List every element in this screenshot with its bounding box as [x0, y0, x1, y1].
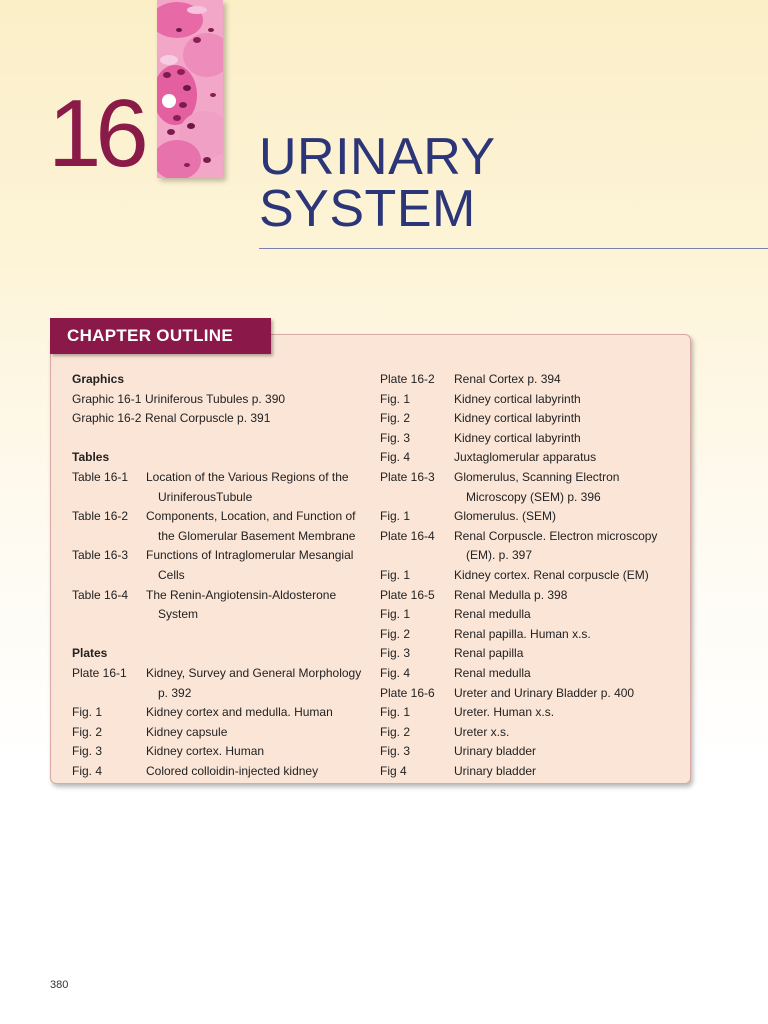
- outline-entry: [380, 742, 680, 762]
- tables-heading: Tables: [72, 450, 110, 465]
- entry-text: Colored colloidin-injected kidney: [146, 763, 319, 778]
- entry-label: Plate 16-1: [72, 665, 127, 680]
- entry-text: Components, Location, and Function of the Glomerular Basement Membrane: [146, 509, 356, 543]
- title-line-2: SYSTEM: [259, 180, 476, 238]
- entry-label: Fig. 1: [380, 567, 411, 582]
- entry-text: Uriniferous Tubules p. 390: [145, 391, 286, 406]
- entry-label: Fig. 4: [72, 763, 103, 778]
- outline-right-column: [380, 370, 680, 781]
- entry-label: Table 16-3: [72, 548, 129, 563]
- entry-text: Glomerulus. (SEM): [454, 509, 557, 524]
- entry-text: Ureter x.s.: [454, 724, 510, 739]
- entry-text: Renal medulla: [454, 665, 531, 680]
- outline-entry: [380, 390, 680, 410]
- entry-text: Kidney cortical labyrinth: [454, 430, 581, 445]
- outline-entry: [380, 644, 680, 664]
- outline-entry: [72, 586, 372, 625]
- entry-text: Renal Medulla p. 398: [454, 587, 568, 602]
- plates-heading: Plates: [72, 646, 108, 661]
- entry-label: Table 16-2: [72, 509, 129, 524]
- entry-label: Plate 16-5: [380, 587, 435, 602]
- entry-label: Graphic 16-1: [72, 391, 142, 406]
- entry-label: Fig. 1: [380, 509, 411, 524]
- entry-label: Plate 16-6: [380, 685, 435, 700]
- chapter-outline-header: CHAPTER OUTLINE: [50, 318, 271, 354]
- entry-text: Glomerulus, Scanning Electron Microscopy (SEM) p. 396: [454, 469, 620, 504]
- entry-label: Fig. 3: [380, 430, 411, 445]
- outline-entry: [380, 605, 680, 625]
- entry-label: Plate 16-2: [380, 372, 435, 386]
- entry-label: Fig. 2: [72, 724, 103, 739]
- outline-entry: [72, 664, 372, 703]
- outline-entry: [380, 566, 680, 586]
- chapter-title: [259, 128, 496, 238]
- title-line-1: URINARY: [259, 128, 496, 186]
- outline-entry: [380, 625, 680, 645]
- outline-entry: [380, 723, 680, 743]
- entry-text: Kidney cortex and medulla. Human: [146, 705, 333, 720]
- entry-text: Kidney, Survey and General Morphology p. 392: [146, 665, 362, 700]
- outline-entry: [72, 409, 372, 429]
- outline-left-column: [72, 370, 372, 781]
- histology-image: [157, 0, 223, 178]
- entry-text: Renal papilla. Human x.s.: [454, 626, 591, 641]
- entry-label: Fig. 1: [380, 391, 411, 406]
- outline-entry: [72, 390, 372, 410]
- outline-entry: [380, 527, 680, 566]
- entry-text: Kidney cortex. Renal corpuscle (EM): [454, 567, 649, 582]
- outline-entry: [380, 762, 680, 782]
- outline-entry: [72, 507, 372, 546]
- entry-text: Urinary bladder: [454, 763, 537, 778]
- entry-label: Table 16-1: [72, 469, 129, 484]
- entry-text: Functions of Intraglomerular Mesangial Cells: [146, 548, 354, 582]
- entry-text: Renal Cortex p. 394: [454, 372, 561, 386]
- entry-label: Fig. 1: [380, 705, 411, 720]
- entry-text: Kidney capsule: [146, 724, 228, 739]
- entry-text: Location of the Various Regions of the UriniferousTubule: [146, 469, 349, 504]
- outline-entry: [380, 468, 680, 507]
- entry-label: Fig. 3: [380, 646, 411, 661]
- entry-text: Urinary bladder: [454, 744, 537, 759]
- entry-label: Fig. 2: [380, 411, 411, 426]
- entry-label: Plate 16-4: [380, 528, 435, 543]
- outline-entry: [380, 703, 680, 723]
- entry-label: Fig 4: [380, 763, 407, 778]
- outline-entry: [72, 723, 372, 743]
- entry-text: Ureter and Urinary Bladder p. 400: [454, 685, 635, 700]
- entry-label: Fig. 4: [380, 665, 411, 680]
- outline-entry: [72, 546, 372, 585]
- entry-label: Fig. 1: [72, 705, 103, 720]
- entry-label: Fig. 4: [380, 450, 411, 465]
- entry-text: Ureter. Human x.s.: [454, 705, 555, 720]
- entry-text: Renal Corpuscle. Electron microscopy (EM). p. 397: [454, 528, 658, 563]
- entry-text: Renal Corpuscle p. 391: [145, 411, 271, 426]
- outline-entry: [72, 762, 372, 782]
- entry-label: Fig. 3: [380, 744, 411, 759]
- entry-label: Graphic 16-2: [72, 411, 142, 426]
- outline-entry: [72, 468, 372, 507]
- entry-text: Renal medulla: [454, 607, 531, 622]
- outline-entry: [380, 684, 680, 704]
- entry-label: Fig. 2: [380, 626, 411, 641]
- entry-label: Fig. 3: [72, 744, 103, 759]
- entry-label: Table 16-4: [72, 587, 129, 602]
- outline-entry: [72, 703, 372, 723]
- chapter-number: 16: [48, 80, 143, 187]
- title-rule: [259, 248, 768, 249]
- outline-entry: [380, 664, 680, 684]
- entry-text: Renal papilla: [454, 646, 524, 661]
- entry-text: Kidney cortical labyrinth: [454, 391, 581, 406]
- page-number: 380: [50, 979, 69, 991]
- entry-label: Plate 16-3: [380, 469, 435, 484]
- outline-entry: [72, 742, 372, 762]
- entry-label: Fig. 2: [380, 724, 411, 739]
- entry-text: Kidney cortex. Human: [146, 744, 265, 759]
- outline-entry: [380, 507, 680, 527]
- entry-label: Fig. 1: [380, 607, 411, 622]
- outline-entry: [380, 448, 680, 468]
- outline-entry: [380, 370, 680, 390]
- entry-text: The Renin-Angiotensin-Aldosterone System: [146, 587, 337, 622]
- entry-text: Kidney cortical labyrinth: [454, 411, 581, 426]
- entry-text: Juxtaglomerular apparatus: [454, 450, 597, 465]
- outline-entry: [380, 586, 680, 606]
- outline-entry: [380, 429, 680, 449]
- graphics-heading: Graphics: [72, 372, 125, 386]
- outline-entry: [380, 409, 680, 429]
